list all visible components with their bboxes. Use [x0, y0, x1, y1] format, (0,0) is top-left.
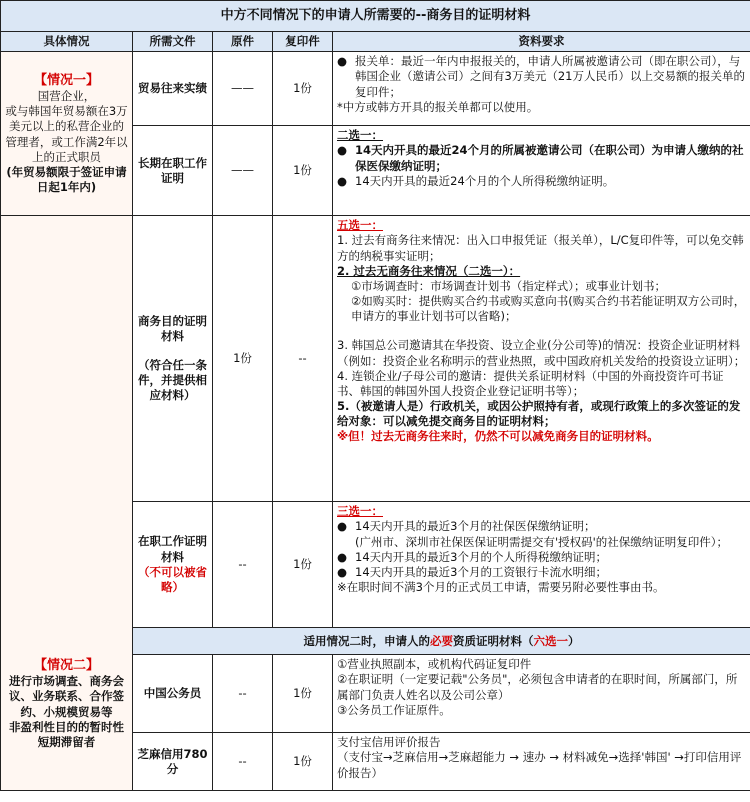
current-employment-b1-note: (广州市、深圳市社保医保证明需提交有'授权码'的社保缴纳证明复印件）；	[355, 534, 729, 549]
situation-two-line2: 非盈利性目的的暂时性短期滞留者	[9, 719, 124, 749]
bullet-icon: ●	[337, 143, 348, 158]
bullet-icon: ●	[337, 519, 348, 534]
civil-servant-l2: ②在职证明（一定要记载"公务员"，必须包含申请者的在职时间，所属部门，所属部门负责人姓名以及公司公章）	[337, 672, 738, 702]
header-copy: 复印件	[273, 32, 333, 52]
sesame-credit-l1: 支付宝信用评价报告	[337, 735, 441, 750]
current-employment-b2: 14天内开具的最近3个月的个人所得税缴纳证明；	[355, 549, 607, 564]
bullet-icon: ●	[337, 173, 348, 188]
situation-two-cell	[1, 216, 133, 791]
sub-post: 资质证明材料（	[453, 633, 534, 648]
orig-sesame-credit: --	[213, 733, 273, 791]
civil-servant-l1: ①营业执照副本，或机构代码证复印件	[337, 657, 532, 672]
business-item-5: 5.（被邀请人是）行政机关，或因公护照持有者，或现行政策上的多次签证的发给对象：可以减免提交商务目的证明材料；	[337, 399, 741, 429]
business-purpose-subtitle: （符合任一条件，并提供相应材料）	[138, 358, 207, 403]
long-employment-b1: 14天内开具的最近24个月的所属被邀请公司（在职公司）为申请人缴纳的社保医保缴纳证明；	[355, 143, 744, 173]
qualification-subheader	[133, 628, 750, 655]
page-title: 中方不同情况下的申请人所需要的--商务目的证明材料	[1, 1, 750, 32]
sesame-credit-l2: （支付宝→芝麻信用→芝麻超能力 → 速办 → 材料减免→选择'韩国' →打印信用评价报告）	[337, 750, 742, 780]
bullet-icon: ●	[337, 549, 348, 564]
copy-sesame-credit: 1份	[273, 733, 333, 791]
business-item-3: 3. 韩国总公司邀请其在华投资、设立企业(分公司等)的情况：投资企业证明材料（例如：投资企业名称明示的营业热照，或中国政府机关发给的投资设立证明）；	[337, 338, 746, 368]
bullet-icon: ●	[337, 564, 348, 579]
business-item-2a: ①市场调查时：市场调查计划书（指定样式）；或事业计划书；	[351, 278, 667, 293]
business-warning: ※但！过去无商务往来时，仍然不可以减免商务目的证明材料。	[337, 429, 659, 444]
long-employment-b2: 14天内开具的最近24个月的个人所得税缴纳证明。	[355, 173, 615, 188]
req-business-purpose	[333, 216, 750, 502]
copy-civil-servant: 1份	[273, 655, 333, 733]
req-civil-servant	[333, 655, 750, 733]
sub-pre: 适用情况二时，申请人的	[303, 633, 431, 648]
orig-business-purpose: 1份	[213, 216, 273, 502]
doc-business-purpose	[133, 216, 213, 502]
civil-servant-l3: ③公务员工作证原件。	[337, 702, 451, 717]
current-employment-pick: 三选一：	[337, 504, 383, 519]
business-item-2b: ②如购买时：提供购买合约书或购买意向书(购买合约书若能证明双方公司时，申请方的事业计划书可以省略)；	[351, 294, 746, 324]
bullet-icon: ●	[337, 54, 348, 69]
doc-long-employment: 长期在职工作证明	[133, 126, 213, 216]
orig-long-employment: ——	[213, 126, 273, 216]
situation-one-line3: (年贸易额限于签证申请日起1年内)	[6, 165, 127, 195]
doc-sesame-credit: 芝麻信用780分	[133, 733, 213, 791]
business-item-4: 4. 连锁企业/子母公司的邀请：提供关系证明材料（中国的外商投资许可书证书、韩国的韩国外国人投资企业登记证明书等）；	[337, 368, 724, 398]
current-employment-required: （不可以被省略）	[138, 564, 207, 594]
copy-trade-record: 1份	[273, 52, 333, 126]
business-item-1: 1. 过去有商务往来情况：出入口申报凭证（报关单），L/C复印件等，可以免交韩方的纳税事实证明；	[337, 233, 744, 263]
header-situation: 具体情况	[1, 32, 133, 52]
doc-trade-record: 贸易往来实绩	[133, 52, 213, 126]
copy-business-purpose: --	[273, 216, 333, 502]
header-requirements: 资料要求	[333, 32, 750, 52]
req-sesame-credit	[333, 733, 750, 791]
situation-one-line1: 国营企业，	[37, 89, 96, 104]
current-employment-note: ※在职时间不满3个月的正式员工申请，需要另附必要性事由书。	[337, 580, 665, 595]
trade-record-bullet: 报关单：最近一年内申报报关的，申请人所属被邀请公司（即在职公司），与韩国企业（邀请公司）之间有3万美元（21万人民币）以上交易额的报关单的复印件；	[355, 54, 745, 99]
business-item-2: 2. 过去无商务往来情况（二选一）：	[337, 263, 521, 278]
long-employment-pick: 二选一：	[337, 128, 383, 143]
sub-required: 必要	[430, 633, 454, 648]
req-current-employment	[333, 502, 750, 628]
sub-pick: 六选一	[533, 633, 569, 648]
situation-two-tag: 【情况二】	[33, 658, 99, 674]
trade-record-note: *中方或韩方开具的报关单都可以使用。	[337, 99, 539, 114]
req-long-employment	[333, 126, 750, 216]
situation-one-line2: 或与韩国年贸易额在3万美元以上的私营企业的管理者，或工作满2年以上的正式职员	[5, 104, 128, 164]
sub-end: ）	[568, 633, 580, 648]
orig-trade-record: ——	[213, 52, 273, 126]
situation-one-tag: 【情况一】	[33, 72, 99, 88]
business-purpose-title: 商务目的证明材料	[138, 313, 207, 343]
req-trade-record	[333, 52, 750, 126]
current-employment-b3: 14天内开具的最近3个月的工资银行卡流水明细；	[355, 564, 607, 579]
business-purpose-pick: 五选一：	[337, 218, 383, 233]
current-employment-title: 在职工作证明材料	[138, 534, 207, 564]
doc-civil-servant: 中国公务员	[133, 655, 213, 733]
copy-current-employment: 1份	[273, 502, 333, 628]
situation-one-cell	[1, 52, 133, 216]
situation-two-line1: 进行市场调查、商务会议、业务联系、合作签约、小规模贸易等	[9, 674, 124, 719]
orig-civil-servant: --	[213, 655, 273, 733]
header-original: 原件	[213, 32, 273, 52]
orig-current-employment: --	[213, 502, 273, 628]
current-employment-b1: 14天内开具的最近3个月的社保医保缴纳证明；	[355, 519, 596, 534]
header-documents: 所需文件	[133, 32, 213, 52]
copy-long-employment: 1份	[273, 126, 333, 216]
doc-current-employment	[133, 502, 213, 628]
